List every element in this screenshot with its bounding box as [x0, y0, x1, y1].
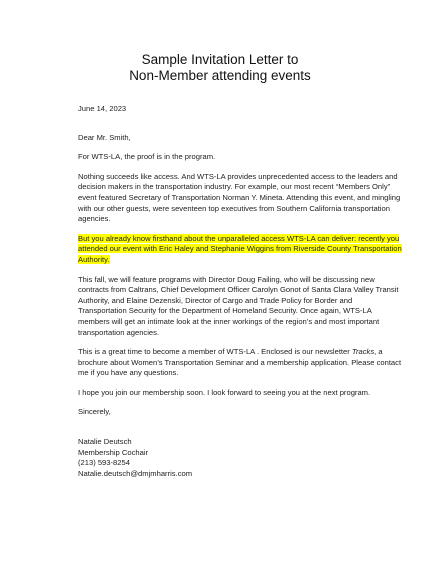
highlighted-text: But you already know firsthand about the unparalleled access WTS-LA can deliver: recently you attended our event with Eric Haley and Stephanie Wiggins from Riverside County Transportation Authority. [78, 233, 402, 264]
paragraph-access: Nothing succeeds like access. And WTS-LA provides unprecedented access to the leaders and decision makers in the transportation industry. For example, our most recent “Members Only” event featured Secretary of Transportation Norman Y. Mineta. Attending this event, and mingling with our other guests, were seventeen top executives from Southern California transportation agencies. [78, 171, 401, 224]
paragraph-fall-programs: This fall, we will feature programs with Director Doug Failing, who will be discussing new contracts from Caltrans, Chief Development Officer Carolyn Gonot of Santa Clara Valley Transit Authority, and Elaine Dezenski, Director of Cargo and Trade Policy for Border and Transportation Security for the Department of Homeland Security. Once again, WTS-LA members will get an intimate look at the inner workings of the region’s and most important transportation agencies. [78, 274, 399, 337]
paragraph-proof: For WTS-LA, the proof is in the program. [78, 152, 216, 162]
paragraph-highlighted [78, 234, 402, 266]
letter-title [38, 52, 402, 84]
title-line-2: Non-Member attending events [129, 68, 311, 83]
closing: Sincerely, [78, 407, 111, 417]
newsletter-title: Tracks [351, 347, 375, 357]
letter-date: June 14, 2023 [78, 104, 127, 113]
signature-phone: (213) 593-8254 [78, 458, 130, 468]
greeting: Dear Mr. Smith, [78, 132, 131, 142]
paragraph-hope: I hope you join our membership soon. I look forward to seeing you at the next program. [78, 387, 371, 397]
membership-text-after: , a brochure about Women’s Transportation Seminar and a membership application. Please contact me if you have any questions. [78, 347, 402, 378]
paragraph-membership [78, 347, 402, 379]
signature-email: Natalie.deutsch@dmjmharris.com [78, 468, 193, 478]
signature-block [78, 437, 402, 479]
signature-name: Natalie Deutsch [78, 437, 132, 447]
title-line-1: Sample Invitation Letter to [141, 52, 299, 67]
signature-role: Membership Cochair [78, 447, 149, 457]
letter-body [78, 104, 402, 479]
membership-text-before: This is a great time to become a member of WTS-LA . Enclosed is our newsletter [78, 347, 352, 357]
